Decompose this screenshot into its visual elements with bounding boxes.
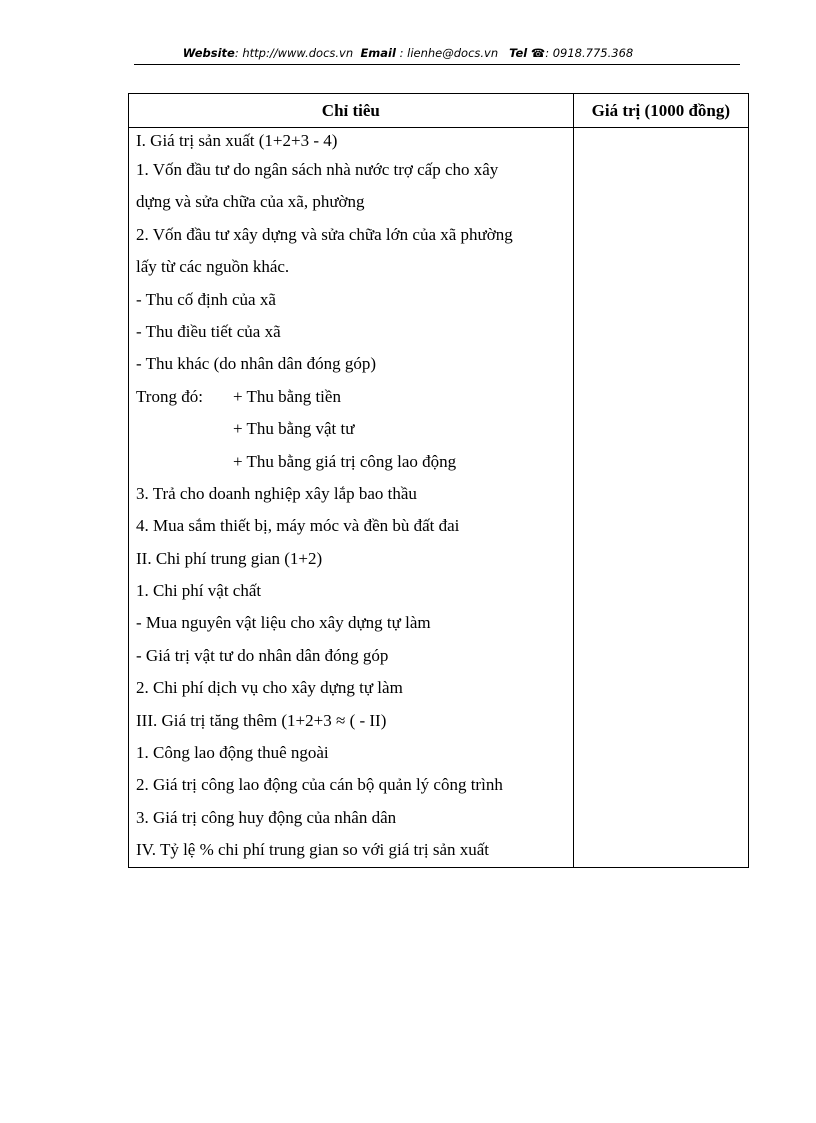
table-row: - Thu khác (do nhân dân đóng góp) [136, 354, 376, 374]
phone-icon: ☎ [530, 46, 546, 60]
indicator-cell [129, 128, 574, 868]
table-row: + Thu bằng giá trị công lao động [233, 451, 457, 471]
table-row: 3. Giá trị công huy động của nhân dân [136, 807, 397, 827]
value-cell [573, 128, 748, 868]
table-row: I. Giá trị sản xuất (1+2+3 - 4) [136, 131, 338, 150]
table-row: 3. Trả cho doanh nghiệp xây lắp bao thầu [136, 483, 417, 503]
indicator-table [128, 93, 749, 868]
page-header [0, 46, 816, 60]
table-row: II. Chi phí trung gian (1+2) [136, 548, 323, 568]
email-value: : lienhe@docs.vn [395, 46, 499, 60]
table-row: + Thu bằng vật tư [233, 419, 355, 439]
trong-do-label: Trong đó: [136, 386, 203, 406]
table-row: lấy từ các nguồn khác. [136, 257, 290, 277]
table-row [129, 381, 573, 413]
table-row: 1. Vốn đầu tư do ngân sách nhà nước trợ cấp cho xây [136, 160, 499, 179]
table-row: 2. Giá trị công lao động của cán bộ quản lý công trình [136, 775, 503, 795]
table-row: 2. Vốn đầu tư xây dựng và sửa chữa lớn của xã phường [136, 224, 513, 244]
table-row: - Mua nguyên vật liệu cho xây dựng tự làm [136, 613, 431, 633]
header-divider [134, 64, 740, 65]
tel-label: Tel [509, 46, 528, 60]
table-row: - Thu điều tiết của xã [136, 321, 281, 341]
table-row: dựng và sửa chữa của xã, phường [136, 192, 365, 212]
table-row: - Giá trị vật tư do nhân dân đóng góp [136, 645, 389, 665]
table-row: 1. Chi phí vật chất [136, 581, 262, 601]
website-label: Website [182, 46, 235, 60]
sub-item: + Thu bằng tiền [233, 386, 341, 406]
table-row: 4. Mua sắm thiết bị, máy móc và đền bù đất đai [136, 516, 460, 536]
table-row: 1. Công lao động thuê ngoài [136, 743, 329, 763]
col-header-value: Giá trị (1000 đồng) [573, 94, 748, 128]
col-header-indicator: Chỉ tiêu [129, 94, 574, 128]
table-row: IV. Tỷ lệ % chi phí trung gian so với giá trị sản xuất [136, 840, 490, 860]
tel-value: : 0918.775.368 [545, 46, 634, 60]
email-label: Email [360, 46, 396, 60]
table-row: 2. Chi phí dịch vụ cho xây dựng tự làm [136, 678, 403, 698]
table-row: III. Giá trị tăng thêm (1+2+3 ≈ ( - II) [136, 710, 387, 730]
table-row: - Thu cố định của xã [136, 289, 276, 309]
website-value: : http://www.docs.vn [234, 46, 354, 60]
